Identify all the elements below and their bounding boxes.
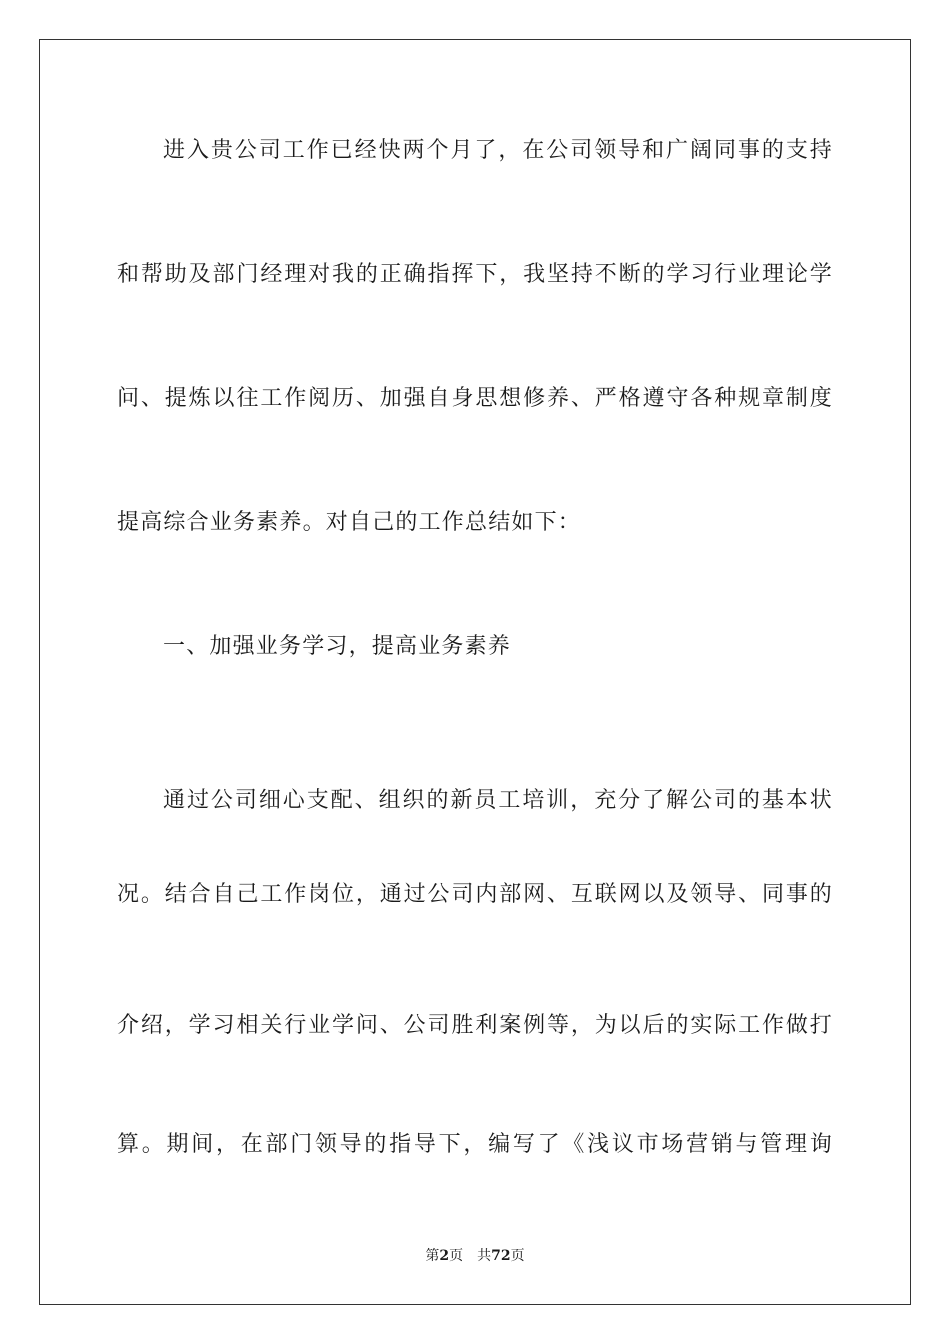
- page-suffix: 页: [449, 1248, 464, 1264]
- page-number: 2: [439, 1248, 450, 1264]
- page-prefix: 第: [425, 1248, 440, 1264]
- paragraph-line: 提高综合业务素养。对自己的工作总结如下：: [117, 510, 582, 535]
- total-pages: 72: [491, 1248, 511, 1264]
- page-border: [39, 39, 911, 1305]
- paragraph-line: 介绍，学习相关行业学问、公司胜利案例等，为以后的实际工作做打: [117, 1013, 833, 1038]
- paragraph-line: 况。结合自己工作岗位，通过公司内部网、互联网以及领导、同事的: [117, 882, 833, 907]
- total-suffix: 页: [510, 1248, 525, 1264]
- paragraph-line: 通过公司细心支配、组织的新员工培训，充分了解公司的基本状: [163, 788, 833, 813]
- paragraph-line: 算。期间，在部门领导的指导下，编写了《浅议市场营销与管理询: [117, 1132, 833, 1157]
- section-heading: 一、加强业务学习，提高业务素养: [163, 634, 512, 659]
- page-footer: [0, 1247, 950, 1265]
- paragraph-line: 问、提炼以往工作阅历、加强自身思想修养、严格遵守各种规章制度: [117, 386, 833, 411]
- total-prefix: 共: [477, 1248, 492, 1264]
- paragraph-line: 进入贵公司工作已经快两个月了，在公司领导和广阔同事的支持: [163, 138, 833, 163]
- paragraph-line: 和帮助及部门经理对我的正确指挥下，我坚持不断的学习行业理论学: [117, 262, 833, 287]
